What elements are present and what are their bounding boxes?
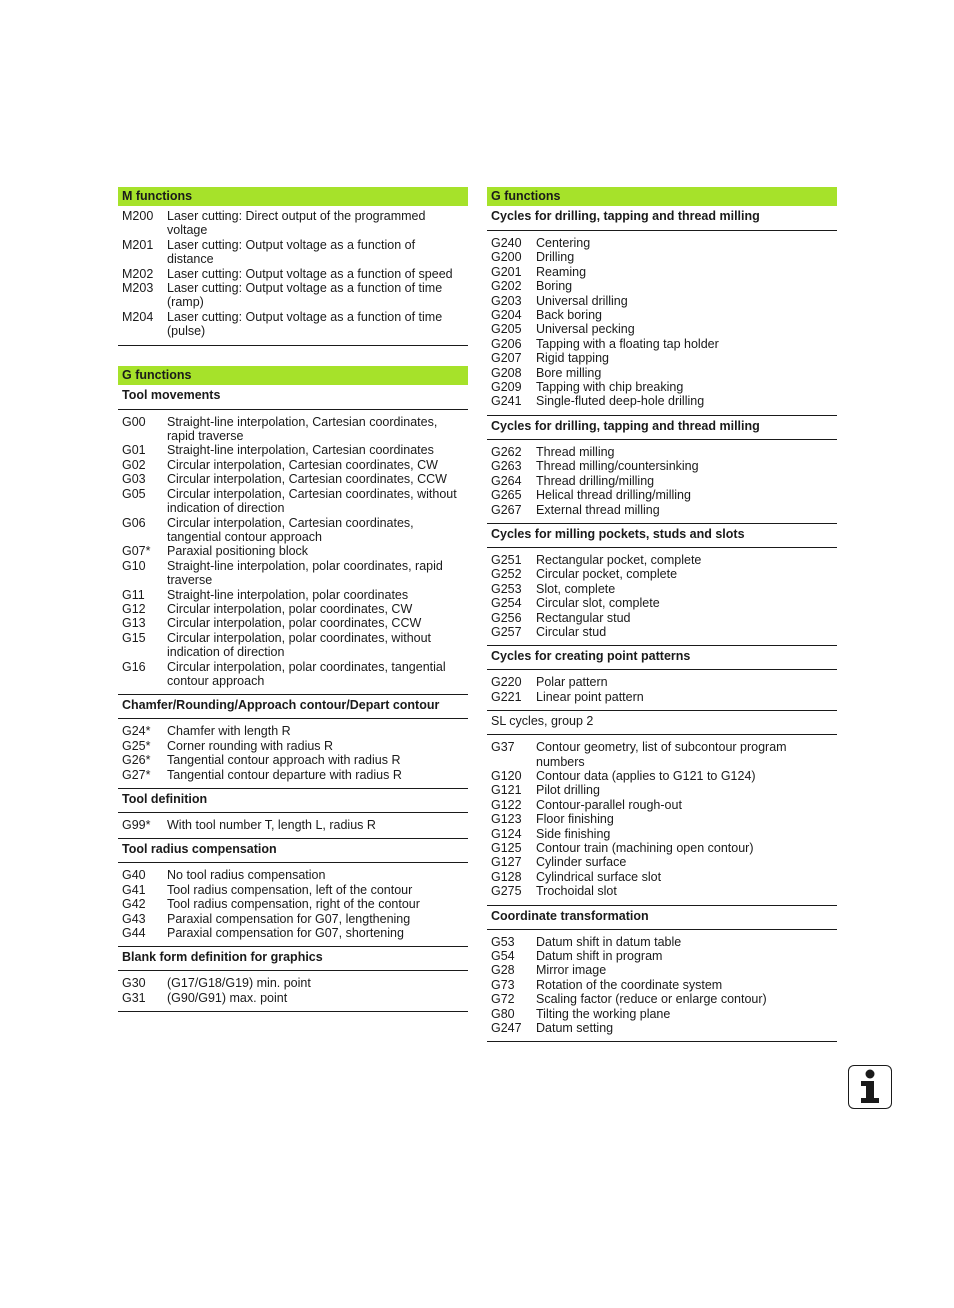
function-code: G251 <box>491 552 522 567</box>
function-description: Rectangular stud <box>536 610 631 625</box>
function-row <box>487 855 837 869</box>
function-list <box>487 669 837 710</box>
function-description: Bore milling <box>536 365 602 380</box>
function-list <box>118 970 468 1011</box>
function-code: G03 <box>122 472 146 487</box>
function-description: Trochoidal slot <box>536 884 617 899</box>
function-code: G121 <box>491 783 522 798</box>
function-code: G241 <box>491 394 522 409</box>
function-row <box>118 818 468 832</box>
function-description: Laser cutting: Direct output of the programmed voltage <box>167 209 426 238</box>
section-title: Cycles for drilling, tapping and thread milling <box>487 415 837 439</box>
function-row <box>487 567 837 581</box>
function-list <box>118 812 468 838</box>
function-code: G124 <box>491 826 522 841</box>
function-code: M201 <box>122 237 154 252</box>
function-code: G202 <box>491 279 522 294</box>
function-row <box>118 724 468 738</box>
function-description: Laser cutting: Output voltage as a function of time (pulse) <box>167 309 443 339</box>
function-row <box>487 611 837 625</box>
function-row <box>118 912 468 926</box>
section-title: Tool radius compensation <box>118 838 468 862</box>
function-description: Datum shift in datum table <box>536 934 682 949</box>
function-list <box>487 929 837 1042</box>
function-row <box>118 897 468 911</box>
function-code: G13 <box>122 616 146 631</box>
function-description: Circular slot, complete <box>536 596 660 611</box>
function-row <box>118 631 468 660</box>
function-description: Paraxial positioning block <box>167 544 309 559</box>
function-row <box>487 322 837 336</box>
section-title: Cycles for creating point patterns <box>487 645 837 669</box>
function-row <box>487 279 837 293</box>
function-code: G05 <box>122 486 146 501</box>
function-description: Universal drilling <box>536 293 628 308</box>
function-list <box>118 409 468 695</box>
function-code: G253 <box>491 581 522 596</box>
function-code: G73 <box>491 977 515 992</box>
function-description: Circular interpolation, polar coordinates, tangential contour approach <box>167 659 446 688</box>
function-row <box>487 503 837 517</box>
function-row <box>487 675 837 689</box>
section-title: Cycles for milling pockets, studs and slots <box>487 523 837 547</box>
function-code: G221 <box>491 689 522 704</box>
function-description: Centering <box>536 236 591 250</box>
function-description: Tangential contour approach with radius R <box>167 753 401 768</box>
function-code: G254 <box>491 596 522 611</box>
function-row <box>118 472 468 486</box>
function-row <box>118 588 468 602</box>
function-row <box>487 812 837 826</box>
function-row <box>118 768 468 782</box>
function-code: G44 <box>122 926 146 941</box>
function-list <box>487 230 837 415</box>
function-code: G264 <box>491 473 522 488</box>
function-code: G128 <box>491 869 522 884</box>
function-row <box>487 488 837 502</box>
function-description: Reaming <box>536 264 587 279</box>
table-header: M functions <box>118 187 468 206</box>
function-description: Straight-line interpolation, polar coordinates, rapid traverse <box>167 558 443 588</box>
function-description: Thread drilling/milling <box>536 473 655 488</box>
function-description: No tool radius compensation <box>167 868 326 883</box>
function-description: Paraxial compensation for G07, lengthening <box>167 911 411 926</box>
function-description: With tool number T, length L, radius R <box>167 818 376 832</box>
function-row <box>118 616 468 630</box>
function-row <box>487 769 837 783</box>
function-row <box>118 415 468 444</box>
function-description: Straight-line interpolation, Cartesian coordinates, rapid traverse <box>167 414 438 444</box>
function-code: G28 <box>491 963 515 978</box>
section-title: Blank form definition for graphics <box>118 946 468 970</box>
left-column <box>118 187 468 1012</box>
function-row <box>118 310 468 339</box>
function-code: G06 <box>122 515 146 530</box>
function-row <box>487 265 837 279</box>
function-code: G16 <box>122 659 146 674</box>
function-code: M202 <box>122 266 154 281</box>
function-description: Back boring <box>536 308 603 323</box>
function-description: Single-fluted deep-hole drilling <box>536 394 705 409</box>
function-row <box>487 690 837 704</box>
function-description: Tool radius compensation, left of the contour <box>167 882 413 897</box>
function-code: G207 <box>491 351 522 366</box>
function-code: G11 <box>122 587 145 602</box>
function-description: Contour-parallel rough-out <box>536 797 682 812</box>
function-code: G15 <box>122 630 146 645</box>
function-code: G26* <box>122 753 151 768</box>
function-row <box>487 553 837 567</box>
function-row <box>487 798 837 812</box>
function-row <box>118 559 468 588</box>
function-row <box>118 926 468 940</box>
function-description: Laser cutting: Output voltage as a function of speed <box>167 266 453 281</box>
function-description: Chamfer with length R <box>167 724 291 739</box>
function-code: G30 <box>122 976 146 991</box>
function-row <box>487 963 837 977</box>
function-row <box>487 740 837 769</box>
function-row <box>487 935 837 949</box>
function-row <box>118 516 468 545</box>
function-code: G10 <box>122 558 146 573</box>
function-code: G37 <box>491 740 515 755</box>
function-code: G201 <box>491 264 522 279</box>
function-code: G72 <box>491 992 515 1007</box>
function-row <box>118 209 468 238</box>
function-description: Thread milling <box>536 444 615 459</box>
function-description: Straight-line interpolation, polar coordinates <box>167 587 409 602</box>
function-code: G125 <box>491 841 522 855</box>
function-code: G27* <box>122 767 151 782</box>
function-code: G247 <box>491 1021 522 1036</box>
function-description: Side finishing <box>536 826 611 841</box>
function-description: Contour train (machining open contour) <box>536 841 754 855</box>
function-row <box>487 596 837 610</box>
function-row <box>487 445 837 459</box>
function-row <box>118 660 468 689</box>
function-code: G07* <box>122 544 151 559</box>
function-description: (G17/G18/G19) min. point <box>167 976 311 991</box>
function-description: Circular interpolation, polar coordinates, CW <box>167 601 413 616</box>
function-code: G262 <box>491 444 522 459</box>
function-description: Circular interpolation, polar coordinates, CCW <box>167 616 422 631</box>
function-description: Corner rounding with radius R <box>167 738 334 753</box>
section-title: Chamfer/Rounding/Approach contour/Depart contour <box>118 694 468 718</box>
function-description: Paraxial compensation for G07, shortening <box>167 926 404 941</box>
function-code: G208 <box>491 365 522 380</box>
function-description: Rotation of the coordinate system <box>536 977 723 992</box>
function-description: Boring <box>536 279 573 294</box>
function-description: Straight-line interpolation, Cartesian coordinates <box>167 443 434 458</box>
function-code: G122 <box>491 797 522 812</box>
function-description: Cylindrical surface slot <box>536 869 662 884</box>
function-code: G00 <box>122 414 146 429</box>
function-code: G263 <box>491 459 522 474</box>
function-description: Floor finishing <box>536 812 614 827</box>
function-description: Contour data (applies to G121 to G124) <box>536 768 756 783</box>
function-list <box>487 547 837 645</box>
function-row <box>118 443 468 457</box>
function-row <box>487 236 837 250</box>
function-description: Circular interpolation, polar coordinates, without indication of direction <box>167 630 432 660</box>
function-code: G120 <box>491 768 522 783</box>
table-header: G functions <box>118 366 468 385</box>
function-code: G53 <box>491 934 515 949</box>
function-row <box>487 783 837 797</box>
function-row <box>487 870 837 884</box>
function-row <box>118 753 468 767</box>
function-description: External thread milling <box>536 502 660 517</box>
function-row <box>487 884 837 898</box>
function-list <box>487 439 837 523</box>
function-code: G43 <box>122 911 146 926</box>
function-row <box>487 582 837 596</box>
function-code: G54 <box>491 949 515 964</box>
function-code: G99* <box>122 818 151 832</box>
function-code: G25* <box>122 738 151 753</box>
function-row <box>487 351 837 365</box>
function-description: Datum shift in program <box>536 949 663 964</box>
function-description: Helical thread drilling/milling <box>536 488 691 503</box>
function-row <box>487 625 837 639</box>
function-code: G40 <box>122 868 146 883</box>
function-code: G24* <box>122 724 151 739</box>
function-row <box>118 883 468 897</box>
function-row <box>487 394 837 408</box>
function-row <box>118 267 468 281</box>
function-row <box>487 366 837 380</box>
function-description: Rectangular pocket, complete <box>536 552 702 567</box>
function-description: Tangential contour departure with radius R <box>167 767 402 782</box>
section-title: SL cycles, group 2 <box>487 710 837 734</box>
function-row <box>118 458 468 472</box>
function-description: Mirror image <box>536 963 607 978</box>
function-description: Scaling factor (reduce or enlarge contour) <box>536 992 767 1007</box>
function-description: Rigid tapping <box>536 351 609 366</box>
function-row <box>118 238 468 267</box>
section-title: Tool movements <box>122 387 221 402</box>
function-code: G275 <box>491 884 522 899</box>
function-description: Pilot drilling <box>536 783 600 798</box>
function-code: G203 <box>491 293 522 308</box>
section-title: Coordinate transformation <box>487 905 837 929</box>
function-description: Slot, complete <box>536 581 616 596</box>
g-functions-table <box>487 187 837 1042</box>
function-code: G206 <box>491 336 522 351</box>
function-list <box>118 862 468 946</box>
function-code: M203 <box>122 281 154 296</box>
function-description: Tilting the working plane <box>536 1006 671 1021</box>
function-row <box>118 487 468 516</box>
function-code: G123 <box>491 812 522 827</box>
function-code: G240 <box>491 236 522 250</box>
function-row <box>487 337 837 351</box>
function-row <box>487 949 837 963</box>
function-description: Laser cutting: Output voltage as a function of time (ramp) <box>167 281 443 310</box>
function-row <box>118 868 468 882</box>
info-glyph <box>855 1069 885 1105</box>
function-code: G220 <box>491 675 522 690</box>
m-functions-table <box>118 187 468 346</box>
function-row <box>487 459 837 473</box>
function-row <box>487 827 837 841</box>
section-title: Tool definition <box>118 788 468 812</box>
function-description: Datum setting <box>536 1021 614 1036</box>
function-description: Circular pocket, complete <box>536 567 678 582</box>
function-code: G209 <box>491 380 522 395</box>
right-column <box>487 187 837 1042</box>
function-code: G02 <box>122 457 146 472</box>
function-code: G127 <box>491 855 522 870</box>
function-row <box>487 474 837 488</box>
function-code: G265 <box>491 488 522 503</box>
function-row <box>487 992 837 1006</box>
function-description: Contour geometry, list of subcontour program numbers <box>536 740 787 769</box>
function-list <box>118 206 468 345</box>
function-code: M204 <box>122 309 154 324</box>
function-code: G31 <box>122 990 146 1005</box>
function-row <box>487 380 837 394</box>
function-description: Circular interpolation, Cartesian coordinates, CW <box>167 457 438 472</box>
info-icon <box>848 1065 892 1109</box>
function-code: G200 <box>491 250 522 265</box>
table-header: G functions <box>487 187 837 206</box>
function-row <box>487 1007 837 1021</box>
function-row <box>118 281 468 310</box>
function-description: Circular interpolation, Cartesian coordinates, tangential contour approach <box>167 515 414 544</box>
function-row <box>118 991 468 1005</box>
function-description: Tapping with chip breaking <box>536 380 684 395</box>
function-row <box>487 294 837 308</box>
function-description: (G90/G91) max. point <box>167 990 288 1005</box>
function-code: G252 <box>491 567 522 582</box>
function-code: G205 <box>491 322 522 337</box>
function-row <box>487 308 837 322</box>
section-title: Cycles for drilling, tapping and thread milling <box>491 209 760 223</box>
function-code: G256 <box>491 610 522 625</box>
function-code: G01 <box>122 443 146 458</box>
function-description: Circular interpolation, Cartesian coordinates, CCW <box>167 472 447 487</box>
function-code: G12 <box>122 601 146 616</box>
g-functions-table <box>118 366 468 1013</box>
function-code: G257 <box>491 624 522 639</box>
function-row <box>487 841 837 855</box>
function-list <box>118 718 468 788</box>
function-row <box>118 739 468 753</box>
function-row <box>487 250 837 264</box>
function-description: Drilling <box>536 250 575 265</box>
function-description: Cylinder surface <box>536 855 627 870</box>
function-code: G80 <box>491 1006 515 1021</box>
function-code: G41 <box>122 882 146 897</box>
function-row <box>118 544 468 558</box>
function-description: Universal pecking <box>536 322 635 337</box>
function-code: M200 <box>122 209 154 223</box>
function-row <box>118 976 468 990</box>
function-description: Thread milling/countersinking <box>536 459 699 474</box>
function-list <box>487 734 837 904</box>
function-row <box>118 602 468 616</box>
function-description: Polar pattern <box>536 675 608 690</box>
function-description: Laser cutting: Output voltage as a function of distance <box>167 237 416 267</box>
function-description: Circular stud <box>536 624 607 639</box>
function-description: Linear point pattern <box>536 689 644 704</box>
function-code: G42 <box>122 897 146 912</box>
function-row <box>487 978 837 992</box>
function-code: G267 <box>491 502 522 517</box>
function-description: Circular interpolation, Cartesian coordinates, without indication of direction <box>167 486 457 516</box>
function-row <box>487 1021 837 1035</box>
function-description: Tool radius compensation, right of the contour <box>167 897 420 912</box>
function-code: G204 <box>491 308 522 323</box>
function-description: Tapping with a floating tap holder <box>536 336 719 351</box>
